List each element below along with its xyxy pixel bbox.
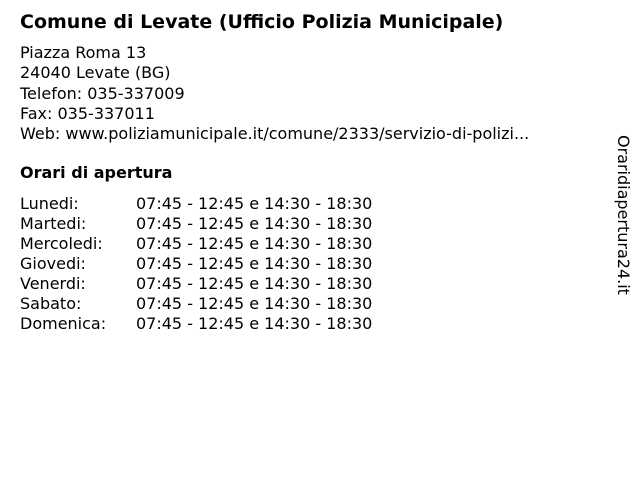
hours-row-tuesday	[20, 214, 372, 234]
web-line	[20, 124, 529, 144]
site-watermark: Oraridiapertura24.it	[614, 135, 633, 295]
fax-line	[20, 104, 529, 124]
day-label: Lunedi:	[20, 194, 79, 213]
day-label: Domenica:	[20, 314, 107, 333]
day-label: Sabato:	[20, 294, 82, 313]
phone-number: 035-337009	[87, 83, 185, 103]
time-value: 07:45 - 12:45 e 14:30 - 18:30	[136, 194, 373, 213]
time-value: 07:45 - 12:45 e 14:30 - 18:30	[136, 274, 373, 293]
day-label: Giovedi:	[20, 254, 86, 273]
fax-label: Fax:	[20, 103, 53, 123]
day-label: Venerdi:	[20, 274, 86, 293]
hours-row-saturday	[20, 294, 372, 314]
hours-row-monday	[20, 194, 372, 214]
hours-row-sunday	[20, 314, 372, 334]
phone-line	[20, 84, 529, 104]
opening-hours-title: Orari di apertura	[20, 163, 173, 182]
hours-row-thursday	[20, 254, 372, 274]
web-link[interactable]: www.poliziamunicipale.it/comune/2333/servizio-di-polizi...	[65, 124, 530, 144]
fax-number: 035-337011	[57, 103, 155, 123]
opening-hours-table	[20, 194, 372, 334]
time-value: 07:45 - 12:45 e 14:30 - 18:30	[136, 314, 373, 333]
time-value: 07:45 - 12:45 e 14:30 - 18:30	[136, 214, 373, 233]
page-title: Comune di Levate (Ufficio Polizia Municipale)	[20, 11, 504, 33]
city-address: 24040 Levate (BG)	[20, 63, 171, 83]
hours-row-wednesday	[20, 234, 372, 254]
time-value: 07:45 - 12:45 e 14:30 - 18:30	[136, 234, 373, 253]
day-label: Martedi:	[20, 214, 87, 233]
day-label: Mercoledi:	[20, 234, 103, 253]
time-value: 07:45 - 12:45 e 14:30 - 18:30	[136, 294, 373, 313]
hours-row-friday	[20, 274, 372, 294]
phone-label: Telefon:	[20, 83, 83, 103]
street-address: Piazza Roma 13	[20, 43, 147, 62]
address-block	[20, 43, 529, 144]
time-value: 07:45 - 12:45 e 14:30 - 18:30	[136, 254, 373, 273]
web-label: Web:	[20, 124, 61, 144]
